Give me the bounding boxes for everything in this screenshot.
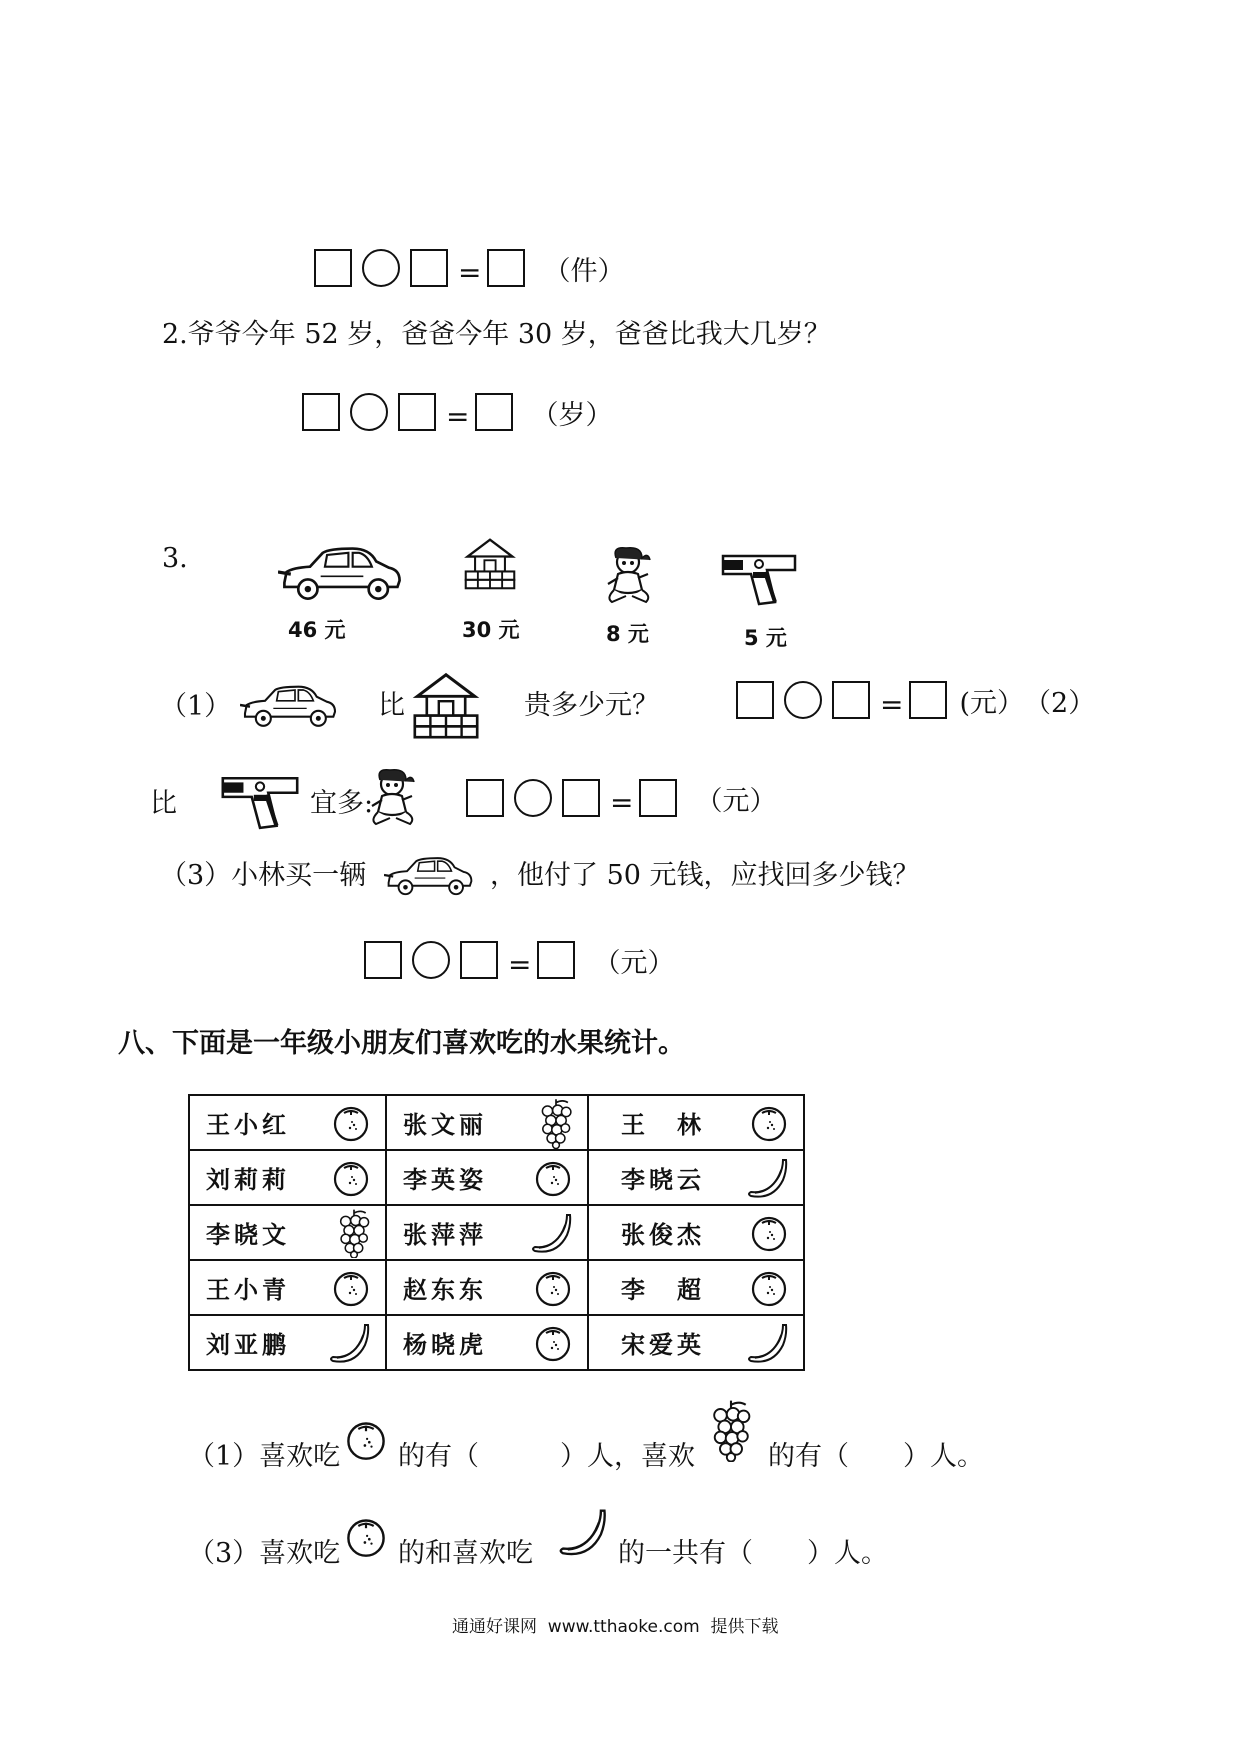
answer-box[interactable] bbox=[537, 941, 575, 979]
equals-sign: = bbox=[610, 785, 634, 819]
answer-box[interactable] bbox=[364, 941, 402, 979]
equals-sign: = bbox=[508, 947, 532, 981]
student-name: 王小红 bbox=[206, 1111, 290, 1139]
s8-sub3-c: 的一共有（ ）人。 bbox=[618, 1538, 888, 1569]
apple-icon bbox=[749, 1103, 789, 1143]
table-cell bbox=[189, 1150, 386, 1205]
unit-label: （元） bbox=[593, 947, 675, 979]
toy-price: 5 元 bbox=[744, 626, 787, 650]
equation-row-1 bbox=[314, 246, 624, 290]
banana-icon bbox=[556, 1506, 608, 1558]
table-cell bbox=[588, 1315, 804, 1370]
toy-house-icon bbox=[462, 535, 518, 593]
question-3-label: 3. bbox=[162, 543, 188, 574]
car-icon bbox=[384, 852, 476, 898]
student-name: 张俊杰 bbox=[621, 1221, 705, 1249]
table-row bbox=[189, 1205, 804, 1260]
answer-box[interactable] bbox=[832, 681, 870, 719]
q3-sub3-prefix: （3）小林买一辆 bbox=[160, 860, 367, 891]
q3-sub3-suffix: ，他付了 50 元钱，应找回多少钱？ bbox=[490, 860, 920, 891]
equals-sign: = bbox=[458, 255, 482, 289]
equation-row-4 bbox=[466, 776, 776, 820]
student-name: 宋爱英 bbox=[621, 1331, 705, 1359]
q3-sub2-bi: 比 bbox=[150, 788, 177, 819]
toy-gun-icon bbox=[718, 548, 800, 608]
q3-sub1-prefix: （1） bbox=[160, 691, 232, 722]
operator-circle[interactable] bbox=[514, 779, 552, 817]
unit-label: (元） bbox=[959, 687, 1025, 719]
toy-price: 8 元 bbox=[606, 622, 649, 646]
s8-sub3-b: 的和喜欢吃 bbox=[398, 1538, 533, 1569]
student-name: 张文丽 bbox=[403, 1111, 487, 1139]
footer-text: 通通好课网 www.tthaoke.com 提供下载 bbox=[452, 1617, 779, 1637]
student-name: 刘莉莉 bbox=[206, 1166, 290, 1194]
apple-icon bbox=[749, 1213, 789, 1253]
banana-icon bbox=[745, 1321, 789, 1365]
grape-icon bbox=[539, 1097, 573, 1149]
equation-row-5 bbox=[364, 938, 674, 982]
s8-sub1-a: （1）喜欢吃 bbox=[188, 1441, 341, 1472]
student-name: 刘亚鹏 bbox=[206, 1331, 290, 1359]
s8-sub1-c: 的有（ ）人。 bbox=[768, 1441, 984, 1472]
q3-sub1-suffix: 贵多少元？ bbox=[524, 690, 659, 721]
table-cell bbox=[189, 1260, 386, 1315]
apple-icon bbox=[749, 1268, 789, 1308]
answer-box[interactable] bbox=[736, 681, 774, 719]
table-cell bbox=[588, 1260, 804, 1315]
unit-label: （件） bbox=[543, 255, 625, 287]
operator-circle[interactable] bbox=[350, 393, 388, 431]
student-name: 李晓云 bbox=[621, 1166, 705, 1194]
apple-icon bbox=[331, 1268, 371, 1308]
equation-row-3 bbox=[736, 678, 1095, 722]
answer-box[interactable] bbox=[410, 249, 448, 287]
answer-box[interactable] bbox=[314, 249, 352, 287]
table-cell bbox=[189, 1095, 386, 1150]
equation-row-2 bbox=[302, 390, 612, 434]
apple-icon bbox=[344, 1515, 388, 1559]
apple-icon bbox=[331, 1103, 371, 1143]
banana-icon bbox=[327, 1321, 371, 1365]
apple-icon bbox=[533, 1323, 573, 1363]
table-row bbox=[189, 1095, 804, 1150]
toy-price: 46 元 bbox=[288, 618, 346, 642]
s8-sub3-a: （3）喜欢吃 bbox=[188, 1538, 341, 1569]
student-name: 赵东东 bbox=[403, 1276, 487, 1304]
answer-box[interactable] bbox=[475, 393, 513, 431]
banana-icon bbox=[529, 1211, 573, 1255]
toy-doll-icon bbox=[598, 544, 658, 604]
table-cell bbox=[189, 1315, 386, 1370]
fruit-table bbox=[188, 1094, 805, 1371]
table-cell bbox=[386, 1260, 588, 1315]
table-cell bbox=[588, 1205, 804, 1260]
answer-box[interactable] bbox=[466, 779, 504, 817]
equals-sign: = bbox=[880, 687, 904, 721]
table-cell bbox=[386, 1150, 588, 1205]
car-icon bbox=[240, 680, 340, 730]
apple-icon bbox=[533, 1158, 573, 1198]
s8-sub1-b: 的有（ ）人，喜欢 bbox=[398, 1441, 695, 1472]
doll-icon bbox=[362, 766, 422, 826]
gun-icon bbox=[216, 770, 304, 832]
answer-box[interactable] bbox=[398, 393, 436, 431]
student-name: 李英姿 bbox=[403, 1166, 487, 1194]
answer-box[interactable] bbox=[909, 681, 947, 719]
answer-box[interactable] bbox=[639, 779, 677, 817]
q3-sub2-middle: 宜多: bbox=[310, 788, 374, 819]
student-name: 李晓文 bbox=[206, 1221, 290, 1249]
apple-icon bbox=[331, 1158, 371, 1198]
table-cell bbox=[386, 1095, 588, 1150]
table-row bbox=[189, 1150, 804, 1205]
answer-box[interactable] bbox=[562, 779, 600, 817]
toy-car-icon bbox=[278, 540, 406, 604]
question-2-text: 2.爷爷今年 52 岁，爸爸今年 30 岁，爸爸比我大几岁？ bbox=[162, 319, 831, 350]
next-sub-label: （2） bbox=[1024, 687, 1096, 719]
operator-circle[interactable] bbox=[784, 681, 822, 719]
table-cell bbox=[386, 1315, 588, 1370]
table-cell bbox=[189, 1205, 386, 1260]
banana-icon bbox=[745, 1156, 789, 1200]
apple-icon bbox=[533, 1268, 573, 1308]
table-cell bbox=[588, 1095, 804, 1150]
student-name: 李 超 bbox=[621, 1276, 705, 1304]
student-name: 王 林 bbox=[621, 1111, 705, 1139]
student-name: 王小青 bbox=[206, 1276, 290, 1304]
answer-box[interactable] bbox=[487, 249, 525, 287]
unit-label: （元） bbox=[695, 785, 777, 817]
grape-icon bbox=[337, 1208, 371, 1258]
table-cell bbox=[588, 1150, 804, 1205]
section-8-title: 八、下面是一年级小朋友们喜欢吃的水果统计。 bbox=[118, 1028, 685, 1059]
student-name: 张萍萍 bbox=[403, 1221, 487, 1249]
operator-circle[interactable] bbox=[412, 941, 450, 979]
house-icon bbox=[410, 670, 482, 742]
answer-box[interactable] bbox=[302, 393, 340, 431]
operator-circle[interactable] bbox=[362, 249, 400, 287]
q3-sub1-bi: 比 bbox=[378, 690, 405, 721]
toy-price: 30 元 bbox=[462, 618, 520, 642]
apple-icon bbox=[344, 1418, 388, 1462]
grape-icon bbox=[710, 1398, 752, 1462]
table-cell bbox=[386, 1205, 588, 1260]
answer-box[interactable] bbox=[460, 941, 498, 979]
table-row bbox=[189, 1260, 804, 1315]
table-row bbox=[189, 1315, 804, 1370]
equals-sign: = bbox=[446, 399, 470, 433]
student-name: 杨晓虎 bbox=[403, 1331, 487, 1359]
unit-label: （岁） bbox=[531, 399, 613, 431]
